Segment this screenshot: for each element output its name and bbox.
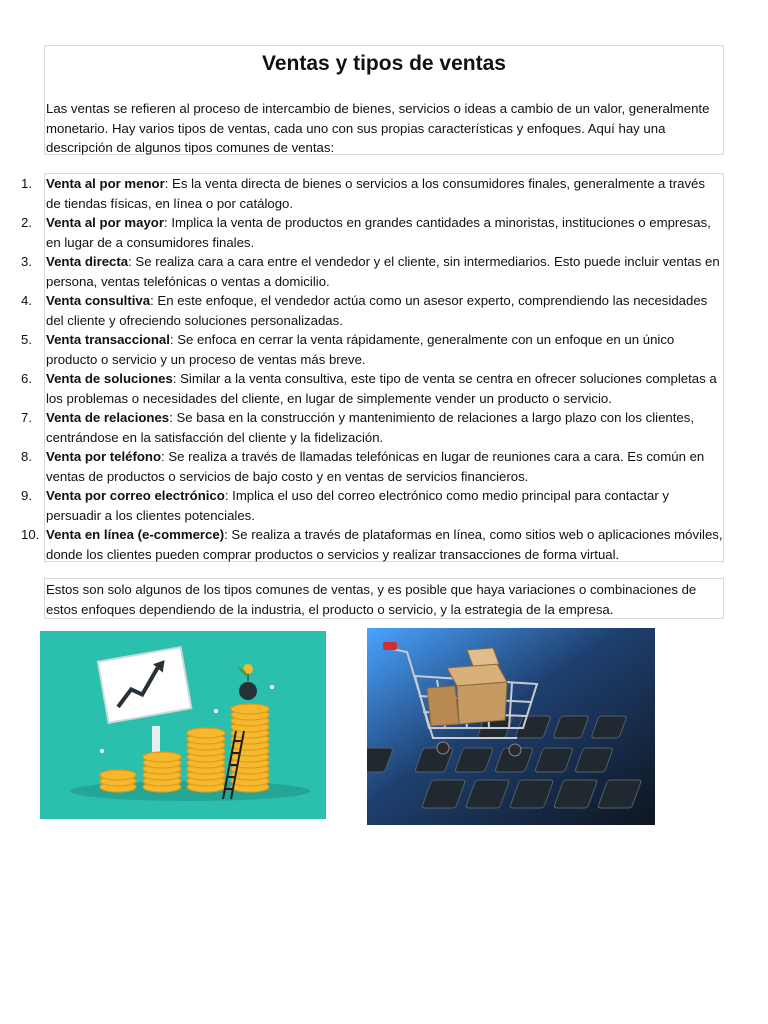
item-number: 10. xyxy=(21,527,40,542)
item-term: Venta por correo electrónico xyxy=(46,488,225,503)
item-description: : Se enfoca en cerrar la venta rápidamente, generalmente con un enfoque en un único producto o servicio y un proceso de ventas más breve. xyxy=(46,332,675,367)
item-term: Venta al por mayor xyxy=(46,215,164,230)
item-term: Venta al por menor xyxy=(46,176,165,191)
list-item xyxy=(21,369,723,408)
item-term: Venta de soluciones xyxy=(46,371,173,386)
item-term: Venta en línea (e-commerce) xyxy=(46,527,225,542)
list-item xyxy=(21,291,723,330)
item-description: : Implica la venta de productos en grandes cantidades a minoristas, instituciones o empresas, en lugar de a consumidores finales. xyxy=(46,215,711,250)
item-term: Venta por teléfono xyxy=(46,449,162,464)
item-description: : Es la venta directa de bienes o servicios a los consumidores finales, generalmente a través de tiendas físicas, en línea o por catálogo. xyxy=(46,176,705,211)
page-title: Ventas y tipos de ventas xyxy=(262,52,506,75)
list-item xyxy=(21,213,723,252)
intro-paragraph: Las ventas se refieren al proceso de intercambio de bienes, servicios o ideas a cambio de un valor, generalmente monetario. Hay varios tipos de ventas, cada uno con sus propias características y enfoques. Aquí hay una descripción de algunos tipos comunes de ventas: xyxy=(46,101,710,155)
list-item xyxy=(21,525,723,564)
item-number: 5. xyxy=(21,332,32,347)
item-number: 2. xyxy=(21,215,32,230)
item-term: Venta directa xyxy=(46,254,129,269)
item-number: 7. xyxy=(21,410,32,425)
item-term: Venta transaccional xyxy=(46,332,170,347)
list-item xyxy=(21,408,723,447)
list-item xyxy=(21,447,723,486)
list-item xyxy=(21,252,723,291)
item-description: : Implica el uso del correo electrónico como medio principal para contactar y persuadir a los clientes potenciales. xyxy=(46,488,670,523)
item-number: 9. xyxy=(21,488,32,503)
list-item xyxy=(21,330,723,369)
sales-types-list-section xyxy=(21,173,724,562)
item-description: : Se realiza a través de plataformas en línea, como sitios web o aplicaciones móviles, donde los clientes pueden comprar productos o servicios y realizar transacciones de forma virtual. xyxy=(46,527,723,562)
item-number: 6. xyxy=(21,371,32,386)
outro-section xyxy=(44,578,724,619)
coins-growth-graphic xyxy=(40,631,326,819)
item-description: : Se realiza a través de llamadas telefónicas en lugar de reuniones cara a cara. Es común en ventas de productos o servicios de bajo costo y en ventas de servicios financieros. xyxy=(46,449,705,484)
item-description: : Se basa en la construcción y mantenimiento de relaciones a largo plazo con los clientes, centrándose en la satisfacción del cliente y la fidelización. xyxy=(46,410,695,445)
list-item xyxy=(21,486,723,525)
item-term: Venta de relaciones xyxy=(46,410,170,425)
sales-types-list xyxy=(21,174,723,564)
item-number: 1. xyxy=(21,176,32,191)
item-number: 3. xyxy=(21,254,32,269)
intro-section xyxy=(44,45,724,155)
outro-paragraph: Estos son solo algunos de los tipos comunes de ventas, y es posible que haya variaciones o combinaciones de estos enfoques dependiendo de la industria, el producto o servicio, y la estrategia de la empresa. xyxy=(46,582,697,617)
item-description: : Se realiza cara a cara entre el vendedor y el cliente, sin intermediarios. Esto puede incluir ventas en persona, ventas telefónicas o ventas a domicilio. xyxy=(46,254,720,289)
item-number: 4. xyxy=(21,293,32,308)
list-item xyxy=(21,174,723,213)
item-description: : En este enfoque, el vendedor actúa como un asesor experto, comprendiendo las necesidades del cliente y ofreciendo soluciones personalizadas. xyxy=(46,293,708,328)
item-description: : Similar a la venta consultiva, este tipo de venta se centra en ofrecer soluciones completas a los problemas o necesidades del cliente, en lugar de simplemente vender un producto o servicio. xyxy=(46,371,717,406)
ecommerce-cart-photo xyxy=(367,628,655,825)
item-number: 8. xyxy=(21,449,32,464)
coins-growth-illustration xyxy=(40,631,326,819)
cart-keyboard-graphic xyxy=(367,628,655,825)
item-term: Venta consultiva xyxy=(46,293,151,308)
